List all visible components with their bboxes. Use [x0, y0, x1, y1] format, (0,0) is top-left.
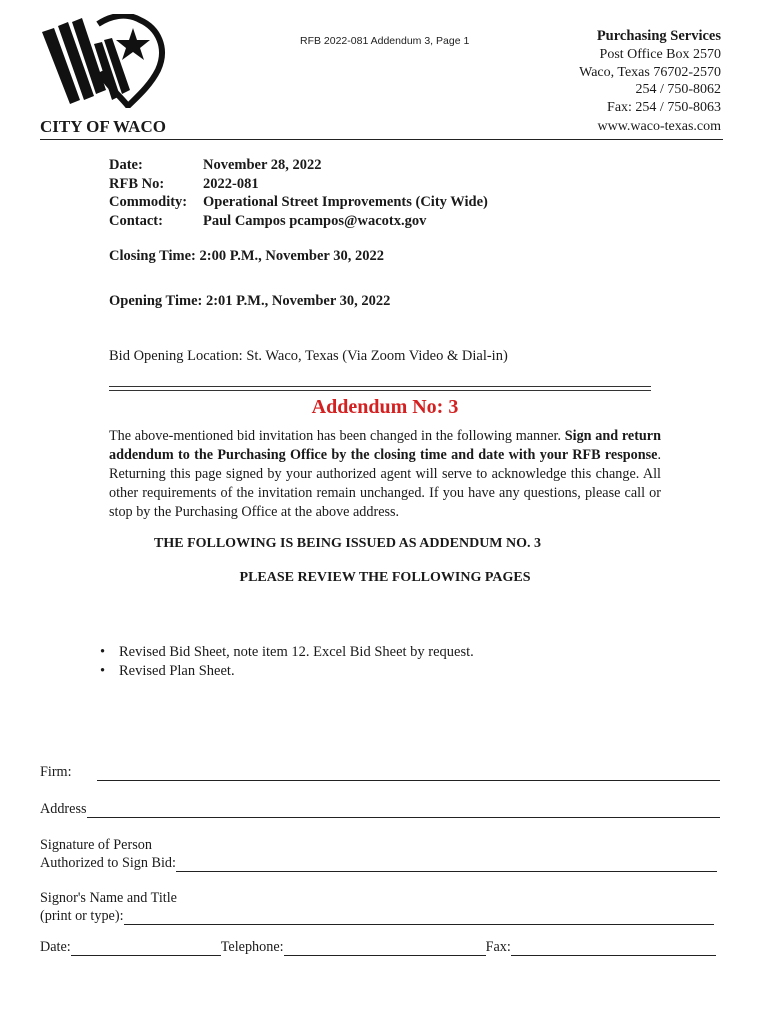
signature-field[interactable]: [176, 857, 717, 872]
meta-row-rfb: [109, 175, 488, 194]
signature-label: Authorized to Sign Bid:: [40, 855, 176, 871]
addendum-items: [100, 643, 474, 681]
commodity-value: Operational Street Improvements (City Wide): [203, 194, 488, 210]
address-row: [40, 801, 720, 818]
rfb-label: RFB No:: [109, 175, 165, 192]
list-item: • Revised Bid Sheet, note item 12. Excel Bid Sheet by request.: [100, 643, 474, 662]
address-line-2: Waco, Texas 76702-2570: [579, 64, 721, 80]
intro-text-bold: Sign and return addendum to the Purchasing Office by the closing time and date with your RFB response: [109, 428, 661, 463]
contact-block: [579, 28, 721, 117]
meta-row-commodity: [109, 193, 488, 212]
document-reference: RFB 2022-081 Addendum 3, Page 1: [300, 35, 470, 47]
list-item: • Revised Plan Sheet.: [100, 662, 474, 681]
closing-time: Closing Time: 2:00 P.M., November 30, 2022: [109, 248, 384, 264]
address-line-1: Post Office Box 2570: [599, 46, 721, 62]
fax-label: Fax:: [485, 939, 511, 955]
review-statement: [0, 570, 770, 586]
signor-label-line-1: Signor's Name and Title: [40, 890, 177, 906]
commodity-label: Commodity:: [109, 194, 188, 210]
department-name: Purchasing Services: [596, 28, 721, 44]
issuing-statement: THE FOLLOWING IS BEING ISSUED AS ADDENDUM NO. 3: [154, 536, 542, 551]
w-star-logo-icon: [40, 14, 190, 108]
bid-opening-location: Bid Opening Location: St. Waco, Texas (Via Zoom Video & Dial-in): [109, 348, 508, 364]
fax-field[interactable]: [511, 941, 716, 956]
signor-field[interactable]: [124, 910, 714, 925]
intro-text-1: The above-mentioned bid invitation has been changed in the following manner.: [109, 428, 565, 444]
city-of-waco-logo: [40, 14, 190, 108]
intro-text-2: . Returning this page signed by your authorized agent will serve to acknowledge this change. All other requirements of the invitation remain unchanged. If you have any questions, please call or stop by the Purchasing Office at the above address.: [109, 447, 661, 520]
rfb-value: 2022-081: [203, 175, 259, 192]
meta-row-date: [109, 156, 488, 175]
addendum-title-text: Addendum No: 3: [311, 396, 459, 418]
city-name: CITY OF WACO: [40, 117, 166, 136]
signature-label-line-1: Signature of Person: [40, 837, 152, 853]
phone-number: 254 / 750-8062: [635, 82, 721, 98]
contact-value[interactable]: Paul Campos pcampos@wacotx.gov: [203, 212, 427, 229]
firm-label: Firm:: [40, 764, 72, 780]
header-divider: [40, 139, 723, 140]
address-field[interactable]: [87, 803, 721, 818]
firm-row: [40, 764, 720, 781]
rfb-meta: [109, 156, 488, 230]
contact-label: Contact:: [109, 212, 163, 229]
signor-row: [40, 908, 714, 925]
website-link[interactable]: www.waco-texas.com: [597, 119, 721, 134]
telephone-label: Telephone:: [220, 939, 284, 955]
date-field[interactable]: [71, 941, 221, 956]
review-text: PLEASE REVIEW THE FOLLOWING PAGES: [239, 570, 531, 585]
address-label: Address: [40, 801, 87, 817]
contact-fields-row: [40, 939, 716, 956]
fax-number: Fax: 254 / 750-8063: [607, 100, 721, 116]
meta-row-contact: [109, 212, 488, 231]
addendum-intro: [109, 427, 661, 522]
date-label: Date:: [109, 157, 143, 173]
signor-label: (print or type):: [40, 908, 124, 924]
signature-row: [40, 855, 717, 872]
date-field-label: Date:: [40, 939, 71, 955]
telephone-field[interactable]: [284, 941, 486, 956]
date-value: November 28, 2022: [203, 157, 322, 173]
section-divider: [109, 386, 651, 391]
firm-field[interactable]: [97, 766, 720, 781]
addendum-title: [0, 396, 770, 419]
opening-time: Opening Time: 2:01 P.M., November 30, 2022: [109, 293, 391, 309]
